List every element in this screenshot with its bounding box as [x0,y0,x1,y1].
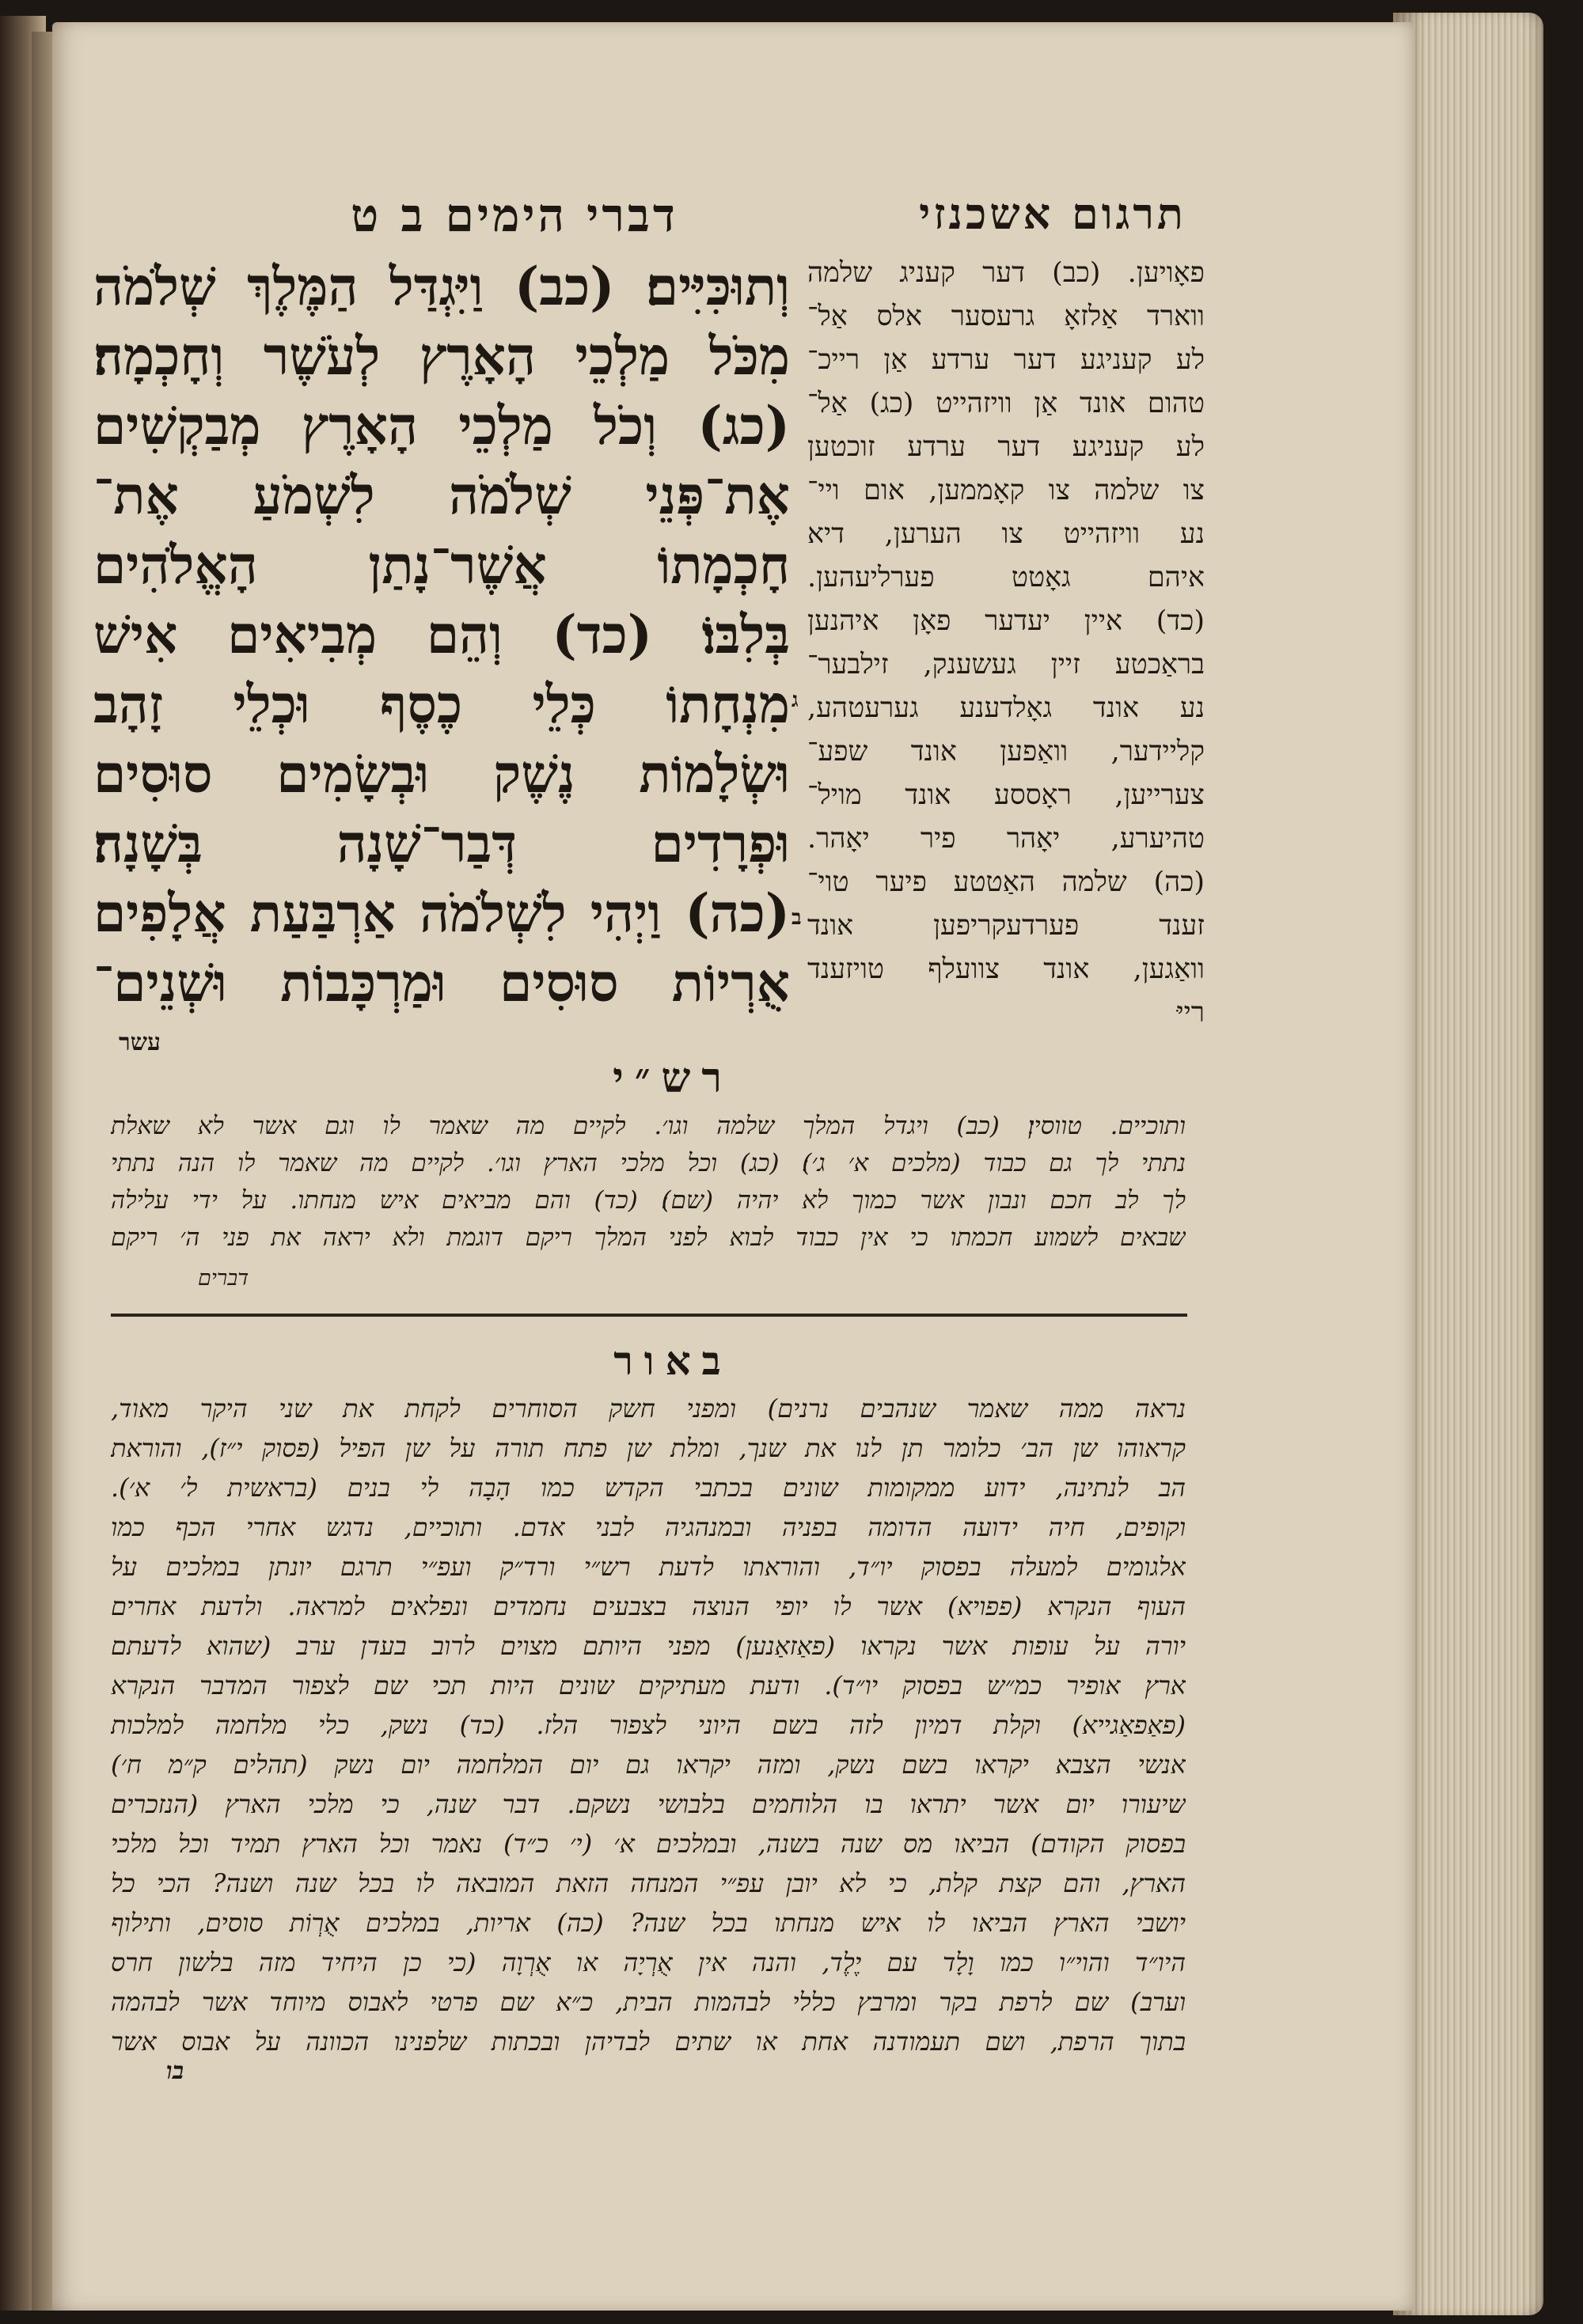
main-text-line: (כה) וַיְהִי לִשְׁלֹמֹה אַרְבַּעַת אֲלָפִים [93,882,790,944]
biur-line: הארץ, והם קצת קלת, כי לא יובן עפ״י המנחה הזאת המובאה לו בכל שנה ושנה? הכי כל [111,1868,1186,1898]
main-text-line: מִכֹּל מַלְכֵי הָאָרֶץ לְעֹשֶׁר וְחָכְמָה׃ [93,325,790,387]
targum-line: פאָויען. (כב) דער קעניג שלמה [807,257,1205,289]
biur-line: בפסוק הקודם) הביאו מס שנה בשנה, ובמלכים א׳ (י׳ כ״ד) נאמר וכל הארץ תמיד וכל מלכי [111,1829,1186,1859]
biur-commentary [111,1389,1186,2061]
targum-line: (כד) איין יעדער פאָן איהנען [807,605,1205,637]
biur-line: (פאַפאַגייא) וקלת דמיון לזה בשם היוני לצפור הלז. (כד) נשק, כלי מלחמה למלכות [111,1710,1186,1740]
targum-line: ווארד אַלזאָ גרעסער אלס אַל־ [807,301,1205,332]
main-text-line: אֻרְיוֹת סוּסִים וּמַרְכָּבוֹת וּשְׁנֵים־ [93,952,790,1014]
targum-line: זענד פערדעקריפען אונד [807,910,1205,942]
targum-line: בראַכטע זיין געשענק, זילבער־ [807,649,1205,681]
targum-line: רייּ [1176,997,1205,1029]
targum-line: צערייען, ראָססע אונד מויל־ [807,779,1205,811]
targum-line: וואַגען, אונד צוועלף טויזענד [807,953,1205,985]
biur-line: נראה ממה שאמר שנהבים נרנים) ומפני חשק הסוחרים לקחת את שני היקר מאוד, [111,1393,1186,1424]
rashi-line: נתתי לך גם כבוד (מלכים א׳ ג׳)׃ (כג) וכל מלכי הארץ וגו׳. לקיים מה שאמר לו הנה נתתי [111,1149,1186,1177]
biur-line: קראוהו שן הב׳ כלומר תן לנו את שנך, ומלת שן פתח תורה על שן הפיל (פסוק י״ז), והוראת [111,1433,1186,1463]
biur-line: אנשי הצבא יקראו בשם נשק, ומזה יקראו גם יום המלחמה יום נשק (תהלים ק״מ ח׳) [111,1750,1186,1780]
rashi-heading: רש״י [613,1054,733,1102]
targum-column [807,252,1205,1035]
main-text-line: וּשְׂלָמוֹת נֶשֶׁק וּבְשָׂמִים סוּסִים [93,743,790,805]
biur-line: בתוך הרפת, ושם תעמודנה אחת או שתים לבדיהן ובכתות שלפנינו הכוונה על אבוס אשר [111,2026,1186,2057]
main-text-line: אֶת־פְּנֵי שְׁלֹמֹה לִשְׁמֹעַ אֶת־ [93,464,790,526]
main-text-line: וּפְרָדִים דְּבַר־שָׁנָה בְּשָׁנָה׃ [93,813,790,874]
targum-line: נע אונד גאָלדענע גערעטהע, [807,692,1205,724]
rashi-line: ותוכיים. טווסין׃ (כב) ויגדל המלך שלמה וגו׳. לקיים מה שאמר לו וגם אשר לא שאלת [111,1112,1186,1140]
targum-line: טהום אונד אַן וויזהייט (כג) אַל־ [807,388,1205,419]
main-text-line: חָכְמָתוֹ אֲשֶׁר־נָתַן הָאֱלֹהִים [93,534,790,596]
section-divider [111,1314,1187,1317]
targum-line: טהיערע, יאָהר פיר יאָהר. [807,823,1205,855]
biur-line: שיעורו יום אשר יתראו בו הלוחמים בלבושי נשקם. דבר שנה, כי מלכי הארץ (הנזכרים [111,1789,1186,1819]
targum-line: (כה) שלמה האַטטע פיער טוי־ [807,866,1205,898]
targum-line: איהם גאָטט פערליעהען. [807,562,1205,593]
verse-marker: ב [792,906,802,930]
targum-line: נע וויזהייט צו הערען, דיא [807,518,1205,550]
main-text-block [93,252,790,1018]
targum-line: לע קעניגע דער ערדע אַן רייכ־ [807,344,1205,376]
biur-line: היו״ד והוי״ו כמו וָלָד עם יֶלֶד, והנה אין אֻרְיָה או אֻרְוָה (כי כן היחיד מזה בלשון חרס [111,1947,1186,1977]
biur-line: הב לנתינה, ידוע ממקומות שונים בכתבי הקדש כמו הָבָה לי בנים (בראשית ל׳ א׳). [111,1473,1186,1503]
biur-line: יושבי הארץ הביאו לו איש מנחתו בכל שנה? (כה) אריות, במלכים אֻרְוֹת סוסים, ותילוף [111,1908,1186,1938]
signature-mark: בו [166,2057,184,2085]
biur-heading: באור [613,1337,732,1384]
biur-line: וקופים, חיה ידועה הדומה בפניה ובמנהגיה לבני אדם. ותוכיים, נדגש אחרי הכף כמו [111,1512,1186,1542]
biur-line: העוף הנקרא (פפויא) אשר לו יופי הנוצה בצבעים נחמדים ונפלאים למראה. ולדעת אחרים [111,1591,1186,1621]
main-text-line: (כג) וְכֹל מַלְכֵי הָאָרֶץ מְבַקְשִׁים [93,395,790,457]
biur-line: אלגומים למעלה בפסוק יו״ד, והוראתו לדעת רש״י ורד״ק ועפ״י תרגם יונתן במלכים על [111,1552,1186,1582]
targum-line: לע קעניגע דער ערדע זוכטען [807,431,1205,463]
targum-line: צו שלמה צו קאָממען, אום ויי־ [807,475,1205,506]
main-text-line: מִנְחָתוֹ כְּלֵי כֶסֶף וּכְלֵי זָהָב [93,673,790,735]
main-catchword: עשר [119,1029,161,1056]
rashi-line: לך לב חכם ונבון אשר כמוך לא יהיה (שם)׃ (כד) והם מביאים איש מנחתו. על ידי עלילה [111,1186,1186,1215]
targum-line: קליידער, וואַפען אונד שפע־ [807,736,1205,768]
main-text-line: וְתוּכִּיִּים׃ (כב) וַיִּגְדַּל הַמֶּלֶךְ שְׁלֹמֹה [93,256,790,317]
biur-line: ארץ אופיר כמ״ש בפסוק יו״ד). ודעת מעתיקים שונים היות תכי שם לצפור המדבר הנקרא [111,1670,1186,1700]
main-running-head: דברי הימים ב ט [351,188,678,242]
rashi-catchword: דברים [198,1266,249,1291]
targum-running-head: תרגום אשכנזי [919,188,1186,239]
rashi-commentary [111,1108,1186,1257]
main-text-line: בְּלִבּוֹ׃ (כד) וְהֵם מְבִיאִים אִישׁ [93,604,790,665]
rashi-line: שבאים לשמוע חכמתו כי אין כבוד לבוא לפני המלך ריקם דוגמת ולא יראה את פני ה׳ ריקם [111,1223,1186,1252]
verse-marker: ג [792,688,799,712]
biur-line: וערב) שם לרפת בקר ומרבץ כללי לבהמות הבית, כ״א שם פרטי לאבוס מיוחד אשר לבהמה [111,1987,1186,2017]
biur-line: יורה על עופות אשר נקראו (פאַזאַנען) מפני היותם מצוים לרוב בעדן ערב (שהוא לדעתם [111,1631,1186,1661]
